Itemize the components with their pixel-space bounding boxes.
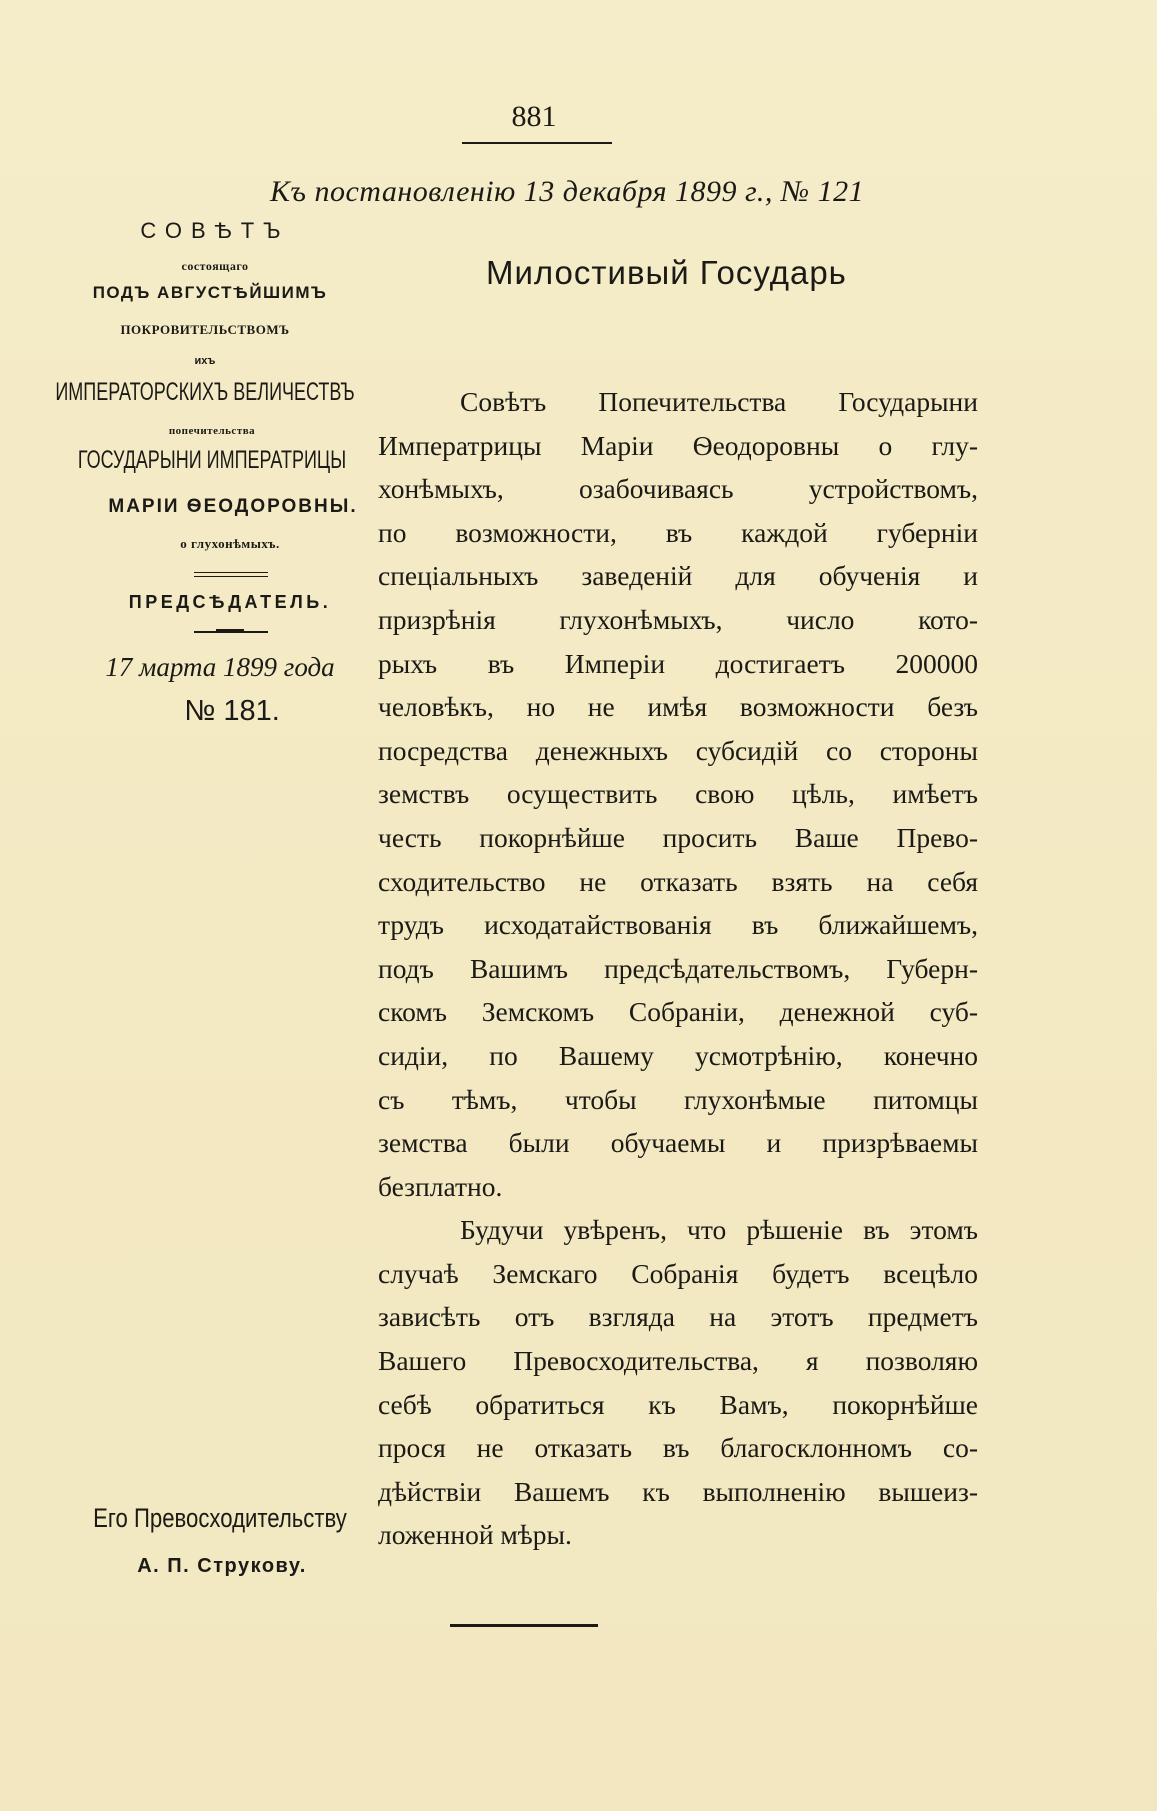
resolution-reference: Къ постановленію 13 декабря 1899 г., № 121 [270, 175, 865, 208]
addressee-name: А. П. Струкову. [137, 1555, 307, 1577]
closing-rule [450, 1624, 598, 1627]
body-line: подъ Вашимъ предсѣдательствомъ, Губерн- [378, 952, 978, 984]
body-line: ложенной мѣры. [378, 1519, 572, 1551]
role-title: ПРЕДСѢДАТЕЛЬ. [128, 592, 332, 612]
addressee-title: Его Превосходительству [93, 1503, 347, 1533]
body-line: скомъ Земскомъ Собраніи, денежной суб- [378, 996, 978, 1028]
body-line: спеціальныхъ заведеній для обученія и [378, 560, 978, 592]
body-line: безплатно. [378, 1170, 503, 1202]
short-rule-accent [216, 629, 244, 632]
body-line: человѣкъ, но не имѣя возможности безъ [378, 691, 978, 723]
org-title: СОВѢТЪ [140, 218, 290, 243]
body-line: призрѣнія глухонѣмыхъ, число кото- [378, 603, 978, 635]
body-line: сходительство не отказать взять на себя [378, 865, 978, 897]
body-line: съ тѣмъ, чтобы глухонѣмые питомцы [378, 1083, 978, 1115]
page-number: 881 [511, 100, 557, 133]
double-rule [194, 572, 268, 577]
body-line: посредства денежныхъ субсидій со стороны [378, 734, 978, 766]
org-line-10: о глухонѣмыхъ. [180, 536, 280, 551]
body-line: земства были обучаемы и призрѣваемы [378, 1127, 978, 1159]
body-line: сидіи, по Вашему усмотрѣнію, конечно [378, 1039, 978, 1071]
org-line-8: ГОСУДАРЫНИ ИМПЕРАТРИЦЫ [77, 446, 347, 474]
org-line-9: МАРІИ ѲЕОДОРОВНЫ. [108, 496, 358, 517]
org-line-5: ихъ [194, 355, 216, 367]
letter-number: № 181. [184, 695, 280, 727]
body-line: трудъ исходатайствованія въ ближайшемъ, [378, 909, 978, 941]
body-line: случаѣ Земскаго Собранія будетъ всецѣло [378, 1257, 978, 1289]
body-line: Будучи увѣренъ, что рѣшеніе въ этомъ [460, 1214, 978, 1246]
body-line: честь покорнѣйше просить Ваше Прево- [378, 821, 978, 853]
body-line: себѣ обратиться къ Вамъ, покорнѣйше [378, 1388, 978, 1420]
body-line: по возможности, въ каждой губерніи [378, 516, 978, 548]
letter-body [378, 380, 978, 1557]
body-line: Императрицы Маріи Ѳеодоровны о глу- [378, 429, 978, 461]
letter-date: 17 марта 1899 года [105, 652, 335, 682]
org-line-7: попечительства [168, 425, 256, 437]
body-line: прося не отказать въ благосклонномъ со- [378, 1432, 978, 1464]
body-line: зависѣть отъ взгляда на этотъ предметъ [378, 1301, 978, 1333]
org-line-2: состоящаго [181, 259, 249, 273]
page-number-rule [462, 142, 612, 144]
body-line: дѣйствіи Вашемъ къ выполненію вышеиз- [378, 1475, 978, 1507]
body-line: Совѣтъ Попечительства Государыни [460, 386, 978, 417]
body-line: земствъ осуществить свою цѣль, имѣетъ [378, 778, 978, 810]
org-line-3: ПОДЪ АВГУСТѢЙШИМЪ [92, 283, 328, 302]
org-line-4: ПОКРОВИТЕЛЬСТВОМЪ [120, 322, 290, 337]
body-line: Вашего Превосходительства, я позволяю [378, 1345, 978, 1377]
body-line: рыхъ въ Имперіи достигаетъ 200000 [378, 647, 978, 679]
org-line-6: ИМПЕРАТОРСКИХЪ ВЕЛИЧЕСТВЪ [55, 378, 355, 406]
salutation: Милостивый Государь [486, 254, 847, 291]
body-line: хонѣмыхъ, озабочиваясь устройствомъ, [378, 473, 978, 505]
